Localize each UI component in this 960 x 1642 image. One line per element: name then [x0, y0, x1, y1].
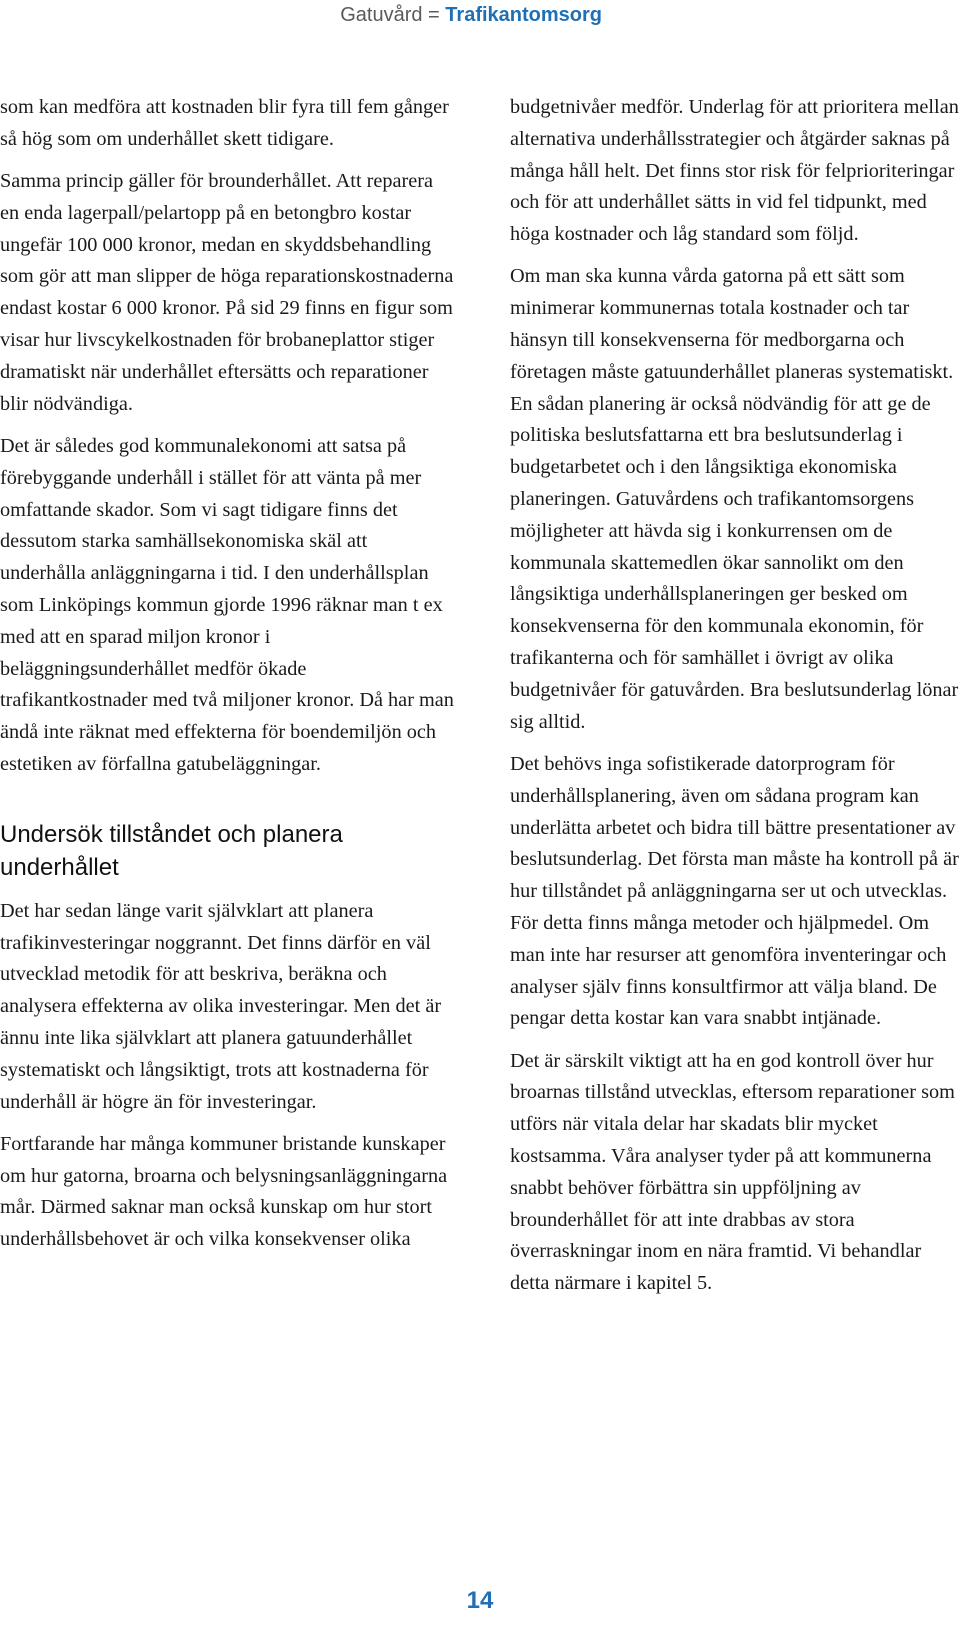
section-heading: Undersök tillståndet och planera underhållet [0, 820, 343, 881]
header-separator: = [428, 4, 440, 26]
running-header [340, 3, 602, 27]
paragraph: budgetnivåer medför. Underlag för att prioritera mellan alternativa underhållsstrategier och åtgärder saknas på många håll helt. Det finns stor risk för felprioriteringar och för att underhållet sätts in vid fel tidpunkt, med höga kostnader och låg standard som följd. [510, 96, 959, 246]
chapter-title: Gatuvård [340, 4, 423, 26]
paragraph: Det är således god kommunalekonomi att satsa på förebyggande underhåll i stället för att vänta på mer omfattande skador. Som vi sagt tidigare finns det dessutom starka samhällsekonomiska skäl att underhålla anläggningarna i tid. I den underhållsplan som Linköpings kommun gjorde 1996 räknar man t ex med att en sparad miljon kronor i beläggningsunderhållet medför ökade trafikantkostnader med två miljoner kronor. Då har man ändå inte räknat med effekterna för boendemiljön och estetiken av förfallna gatubeläggningar. [0, 434, 454, 775]
paragraph: Det är särskilt viktigt att ha en god kontroll över hur broarnas tillstånd utvecklas, eftersom reparationer som utförs när vitala delar har skadats blir mycket kostsamma. Våra analyser tyder på att kommunerna snabbt behöver förbättra sin uppföljning av brounderhållet för att inte drabbas av stora överraskningar inom en nära framtid. Vi behandlar detta närmare i kapitel 5. [510, 1049, 955, 1295]
paragraph: Om man ska kunna vårda gatorna på ett sätt som minimerar kommunernas totala kostnader och tar hänsyn till konsekvenserna för medborgarna och företagen måste gatuunderhållet planeras systematiskt. En sådan planering är också nödvändig för att ge de politiska beslutsfattarna ett bra beslutsunderlag i budgetarbetet och i den långsiktiga ekonomiska planeringen. Gatuvårdens och trafikantomsorgens möjligheter att hävda sig i konkurrensen om de kommunala skattemedlen ökar sannolikt om den långsiktiga underhållsplaneringen ger besked om konsekvenserna för den kommunala ekonomin, för trafikanterna och för samhället i övrigt av olika budgetnivåer för gatuvården. Bra beslutsunderlag lönar sig alltid. [510, 265, 959, 733]
paragraph: Det behövs inga sofistikerade datorprogram för underhållsplanering, även om sådana program kan underlätta arbetet och bidra till bättre presentationer av beslutsunderlag. Det första man måste ha kontroll på är hur tillståndet på anläggningarna ser ut och utvecklas. För detta finns många metoder och hjälpmedel. Om man inte har resurser att genomföra inventeringar och analyser själv finns konsultfirmor att välja bland. De pengar detta kostar kan vara snabbt intjänade. [510, 752, 959, 1030]
paragraph: Samma princip gäller för brounderhållet. Att reparera en enda lagerpall/pelartopp på en betongbro kostar ungefär 100 000 kronor, medan en skyddsbehandling som gör att man slipper de höga reparationskostnaderna endast kostar 6 000 kronor. På sid 29 finns en figur som visar hur livscykelkostnaden för brobaneplattor stiger dramatiskt när underhållet eftersätts och reparationer blir nödvändiga. [0, 170, 454, 415]
section-title: Trafikantomsorg [445, 4, 602, 26]
paragraph: Det har sedan länge varit självklart att planera trafikinvesteringar noggrannt. Det finns därför en väl utvecklad metodik för att beskriva, beräkna och analysera effekterna av olika investeringar. Men det är ännu inte lika självklart att planera gatuunderhållet systematiskt och långsiktigt, trots att kostnaderna för underhåll är högre än för investeringar. [0, 899, 442, 1113]
right-column [510, 92, 960, 1310]
paragraph: Fortfarande har många kommuner bristande kunskaper om hur gatorna, broarna och belysningsanläggningarna mår. Därmed saknar man också kunskap om hur stort underhållsbehovet är och vilka konsekvenser olika [0, 1132, 448, 1251]
paragraph: som kan medföra att kostnaden blir fyra till fem gånger så hög som om underhållet skett tidigare. [0, 96, 449, 150]
left-column [0, 92, 456, 1267]
page-number: 14 [466, 1587, 494, 1614]
